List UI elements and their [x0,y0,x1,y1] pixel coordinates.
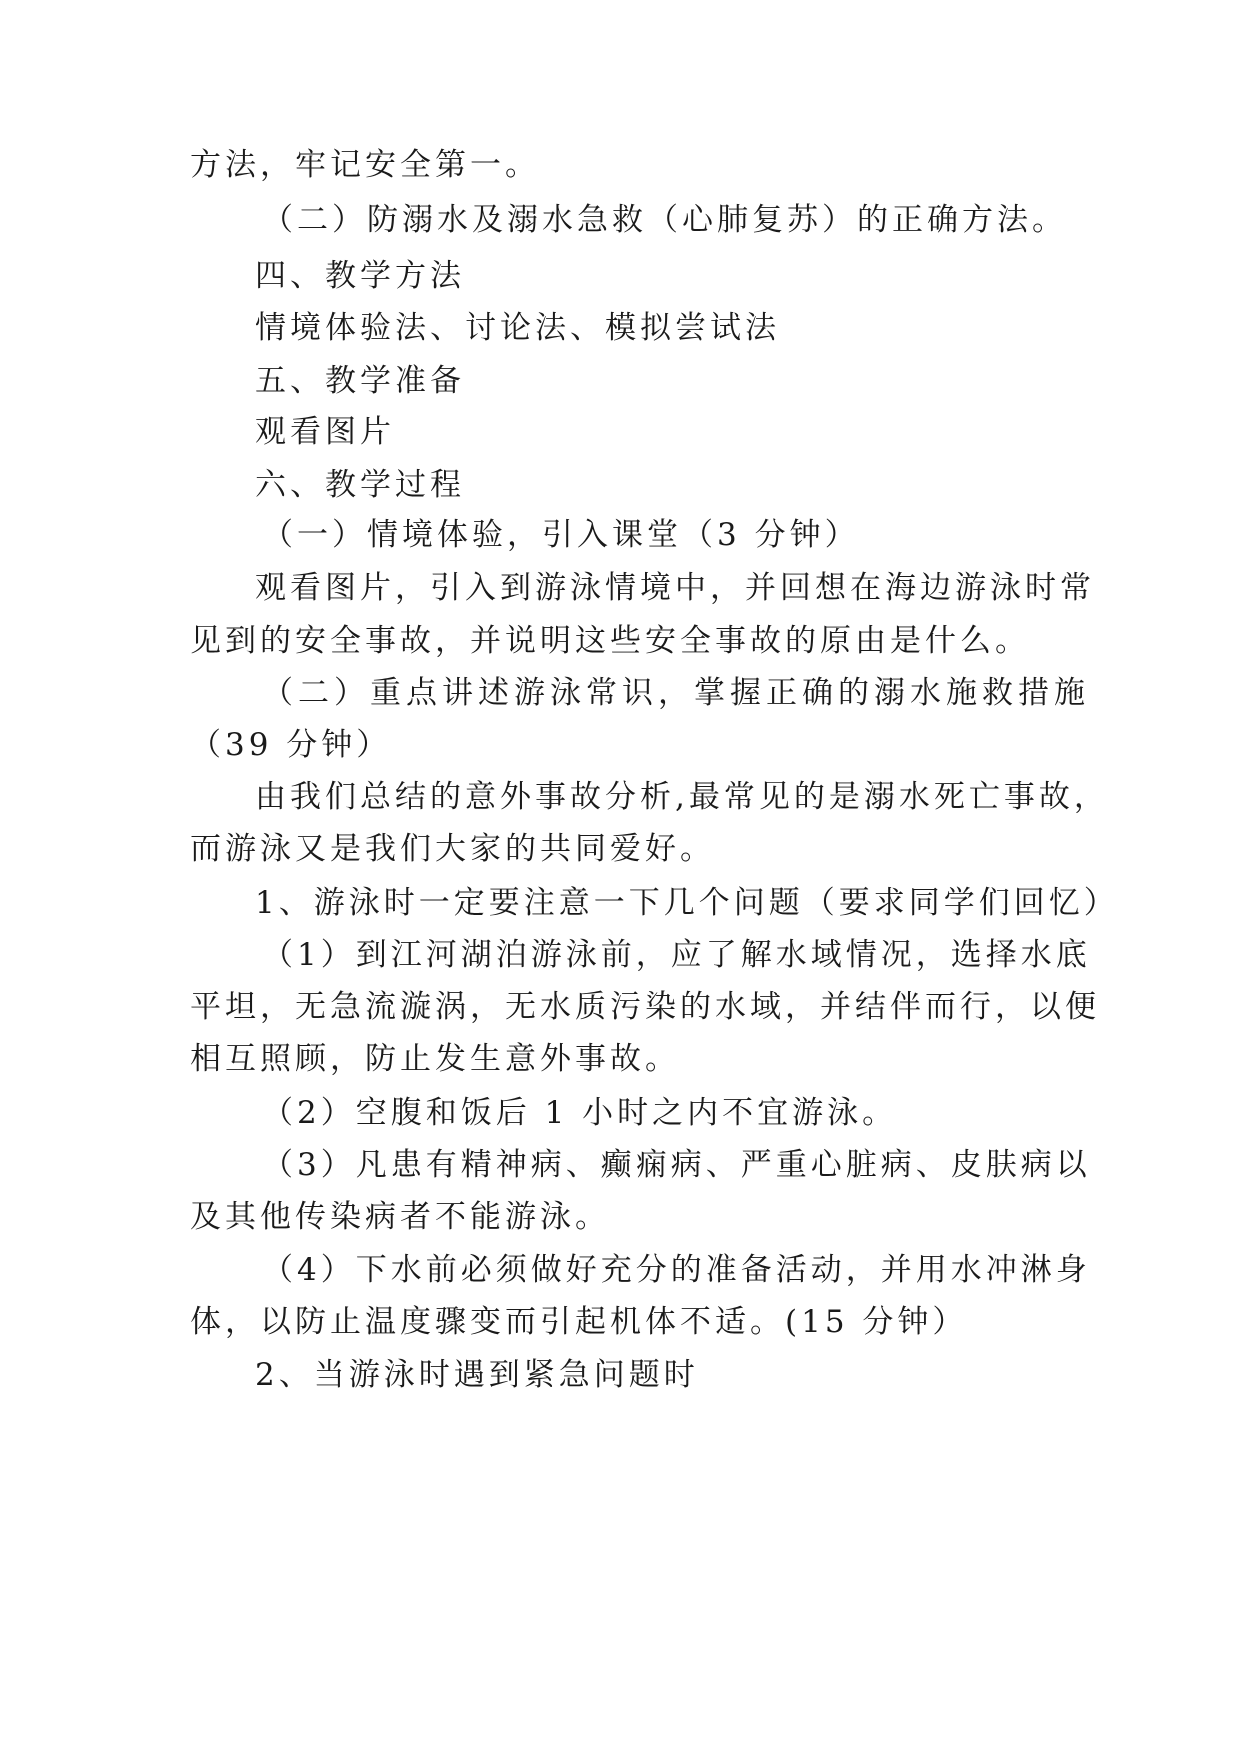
text-line: 观看图片 [255,414,395,450]
text-line: 体，以防止温度骤变而引起机体不适。(15 分钟） [190,1304,968,1340]
subsection-heading: （二）重点讲述游泳常识，掌握正确的溺水施救措施 [262,675,1090,711]
text-line: 相互照顾，防止发生意外事故。 [190,1041,680,1077]
text-line: 方法，牢记安全第一。 [190,147,540,183]
text-line: 见到的安全事故，并说明这些安全事故的原由是什么。 [190,623,1030,659]
section-heading: 五、教学准备 [255,363,465,399]
text-line: 而游泳又是我们大家的共同爱好。 [190,831,715,867]
section-heading: 四、教学方法 [255,258,465,294]
list-item-heading: 2、当游泳时遇到紧急问题时 [255,1357,699,1393]
subsection-heading: （一）情境体验，引入课堂（3 分钟） [262,517,860,553]
text-line: （二）防溺水及溺水急救（心肺复苏）的正确方法。 [262,202,1067,238]
text-line: 及其他传染病者不能游泳。 [190,1199,610,1235]
list-item: （3）凡患有精神病、癫痫病、严重心脏病、皮肤病以 [262,1147,1091,1183]
list-item-heading: 1、游泳时一定要注意一下几个问题（要求同学们回忆） [255,885,1119,921]
text-line: 观看图片，引入到游泳情境中，并回想在海边游泳时常 [255,570,1095,606]
section-heading: 六、教学过程 [255,467,465,503]
text-line: 情境体验法、讨论法、模拟尝试法 [255,310,780,346]
text-line: 由我们总结的意外事故分析,最常见的是溺水死亡事故， [255,779,1109,815]
list-item: （1）到江河湖泊游泳前，应了解水域情况，选择水底 [262,937,1091,973]
list-item: （4）下水前必须做好充分的准备活动，并用水冲淋身 [262,1252,1091,1288]
text-line: 平坦，无急流漩涡，无水质污染的水域，并结伴而行，以便 [190,989,1100,1025]
list-item: （2）空腹和饭后 1 小时之内不宜游泳。 [262,1095,898,1131]
text-line: （39 分钟） [190,727,392,763]
